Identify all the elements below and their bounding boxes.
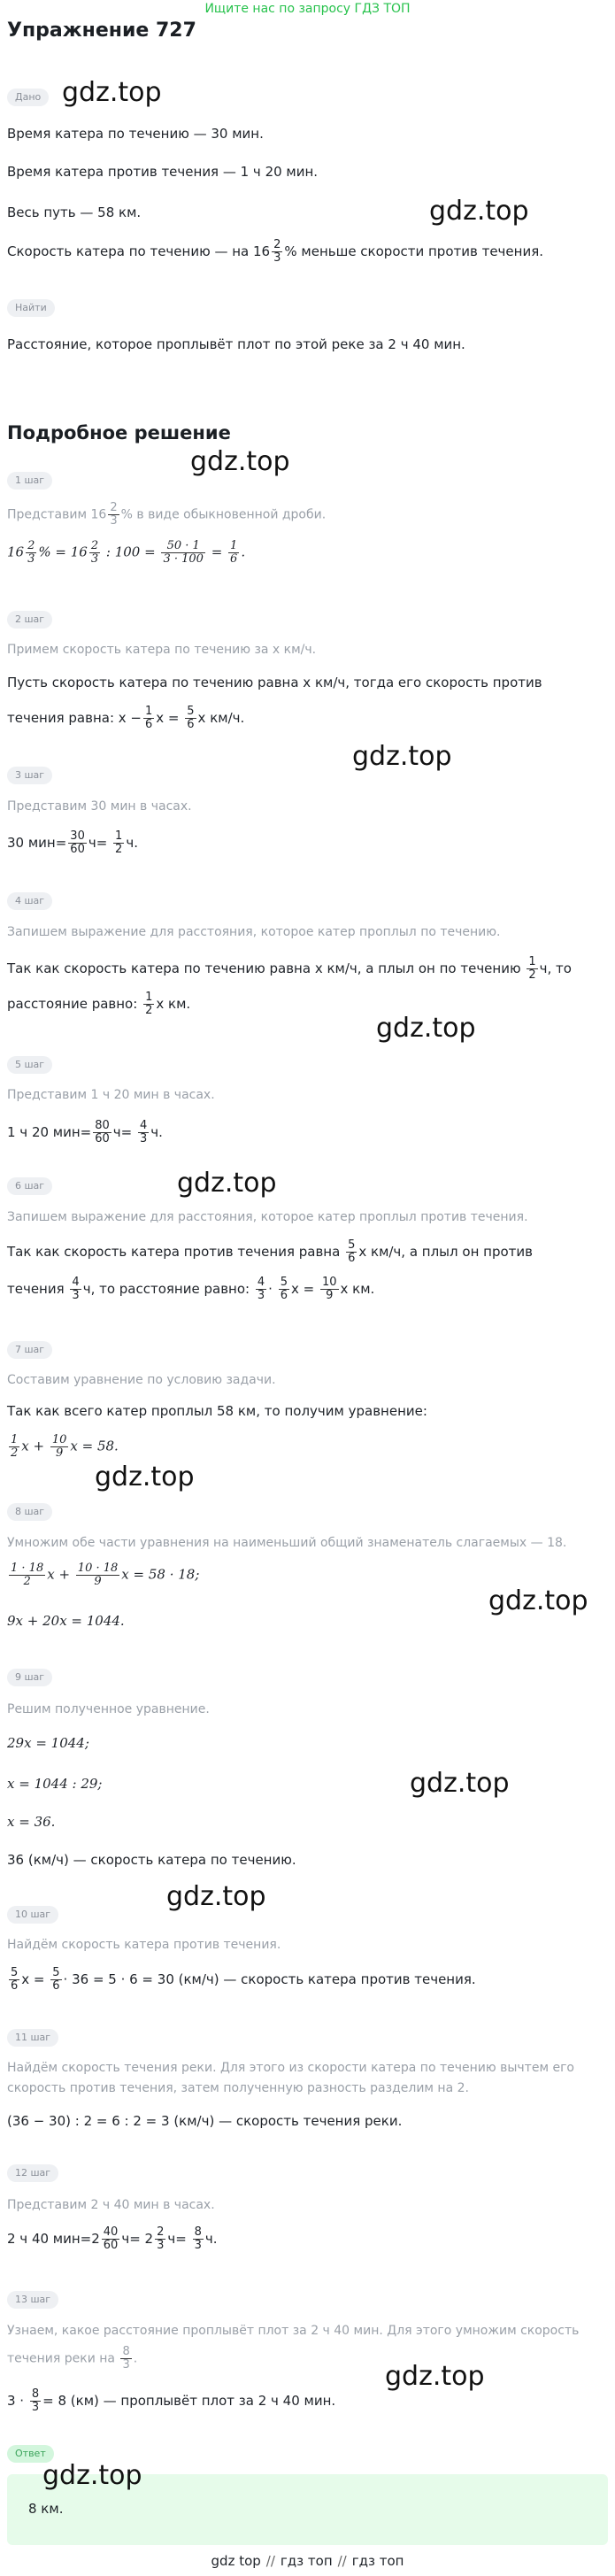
find-text: Расстояние, которое проплывёт плот по этой реке за 2 ч 40 мин. (7, 336, 465, 352)
step-tag: 5 шаг (7, 1056, 52, 1074)
step-tag: 6 шаг (7, 1177, 52, 1195)
step-formula: 3 · $\frac{8}{3}$ = 8 (км) — проплывёт плот за 2 ч 40 мин. (7, 2387, 336, 2414)
step-note: скорость против течения, затем полученную разность разделим на 2. (7, 2081, 469, 2095)
promo-banner[interactable]: Ищите нас по запросу ГДЗ ТОП (204, 2, 411, 16)
step-formula: $\frac{1 \cdot 18}{2}$ x + $\frac{10 \cdot 18}{9}$ x = 58 · 18; (11, 1562, 200, 1588)
step-text: (36 − 30) : 2 = 6 : 2 = 3 (км/ч) — скорость течения реки. (7, 2113, 403, 2129)
step-tag: 12 шаг (7, 2164, 58, 2182)
watermark: gdz.top (488, 1585, 588, 1616)
step-tag: 10 шаг (7, 1906, 58, 1924)
watermark: gdz.top (42, 2460, 142, 2491)
given-line: Время катера против течения — 1 ч 20 мин. (7, 164, 319, 180)
given-line: Весь путь — 58 км. (7, 204, 142, 220)
answer-tag: Ответ (7, 2445, 54, 2463)
step-note: Представим 2 ч 40 мин в часах. (7, 2198, 215, 2212)
step-tag: 4 шаг (7, 892, 52, 910)
step-note: Найдём скорость катера против течения. (7, 1938, 281, 1952)
watermark: gdz.top (376, 1013, 476, 1044)
step-note: Решим полученное уравнение. (7, 1702, 210, 1716)
step-tag: 7 шаг (7, 1341, 52, 1359)
step-tag: 8 шаг (7, 1503, 52, 1521)
step-formula: $\frac{5}{6}$ x = $\frac{5}{6}$ · 36 = 5 · 6 = 30 (км/ч) — скорость катера против течения. (11, 1966, 476, 1993)
step-tag: 13 шаг (7, 2291, 58, 2309)
step-note: Примем скорость катера по течению за x км/ч. (7, 643, 317, 657)
step-formula: x = 1044 : 29; (7, 1776, 103, 1792)
step-formula: 30 мин= $\frac{30}{60}$ ч= $\frac{1}{2}$ ч. (7, 829, 138, 856)
step-tag: 9 шаг (7, 1669, 52, 1686)
step-note: течения реки на $\frac{8}{3}$ . (7, 2345, 138, 2372)
step-text: Пусть скорость катера по течению равна x км/ч, тогда его скорость против (7, 675, 542, 690)
watermark: gdz.top (385, 2361, 485, 2392)
step-formula: 9x + 20x = 1044. (7, 1613, 125, 1629)
watermark: gdz.top (190, 446, 290, 477)
find-tag: Найти (7, 299, 55, 317)
given-text: Скорость катера по течению — на 16 (7, 243, 271, 259)
step-note: Найдём скорость течения реки. Для этого из скорости катера по течению вычтем его (7, 2061, 574, 2075)
step-note: Представим 30 мин в часах. (7, 799, 192, 814)
answer-text: 8 км. (28, 2501, 64, 2517)
step-text: 36 (км/ч) — скорость катера по течению. (7, 1852, 296, 1868)
step-note: Запишем выражение для расстояния, которое катер проплыл по течению. (7, 925, 501, 939)
step-text: Так как всего катер проплыл 58 км, то получим уравнение: (7, 1403, 427, 1419)
step-formula: x = 36. (7, 1814, 56, 1830)
watermark: gdz.top (177, 1168, 277, 1199)
step-note: Представим 1 ч 20 мин в часах. (7, 1088, 215, 1102)
step-formula: $\frac{1}{2}$ x + $\frac{10}{9}$ x = 58. (11, 1433, 119, 1460)
step-note: Запишем выражение для расстояния, которое катер проплыл против течения. (7, 1210, 528, 1224)
step-formula: 16 $\frac{2}{3}$ % = 16 $\frac{2}{3}$ : 100 = $\frac{50 \cdot 1}{3 \cdot 100}$ = $\frac{1}{6}$ . (7, 539, 246, 566)
step-tag: 1 шаг (7, 472, 52, 490)
step-note: Составим уравнение по условию задачи. (7, 1373, 276, 1387)
watermark: gdz.top (62, 77, 162, 108)
footer-link[interactable]: gdz top (211, 2553, 261, 2569)
footer-link[interactable]: гдз топ (280, 2553, 333, 2569)
step-tag: 11 шаг (7, 2029, 58, 2047)
step-note: Умножим обе части уравнения на наименьший общий знаменатель слагаемых — 18. (7, 1536, 567, 1550)
solution-title: Подробное решение (7, 422, 231, 443)
step-formula: 1 ч 20 мин= $\frac{80}{60}$ ч= $\frac{4}{3}$ ч. (7, 1119, 163, 1145)
step-formula: 29x = 1044; (7, 1735, 89, 1751)
footer-links: gdz top // гдз топ // гдз топ (211, 2553, 404, 2569)
given-text: % меньше скорости против течения. (284, 243, 543, 259)
step-formula: 2 ч 40 мин=2 $\frac{40}{60}$ ч= 2 $\frac{2}{3}$ ч= $\frac{8}{3}$ ч. (7, 2225, 218, 2252)
given-line: Время катера по течению — 30 мин. (7, 126, 264, 142)
step-text: Так как скорость катера по течению равна x км/ч, а плыл он по течению $\frac{1}{2}$ ч, то (7, 955, 572, 982)
watermark: gdz.top (429, 196, 529, 227)
step-text: течения равна: x − $\frac{1}{6}$ x = $\frac{5}{6}$ x км/ч. (7, 705, 245, 731)
watermark: gdz.top (166, 1881, 266, 1912)
step-tag: 3 шаг (7, 767, 52, 784)
footer-link[interactable]: гдз топ (351, 2553, 404, 2569)
step-text: течения $\frac{4}{3}$ ч, то расстояние равно: $\frac{4}{3}$ · $\frac{5}{6}$ x = $\frac{10}{9}$ x км. (7, 1276, 375, 1302)
watermark: gdz.top (410, 1768, 510, 1799)
page-title: Упражнение 727 (7, 19, 196, 42)
given-line: Скорость катера по течению — на 16 $\frac{2}{3}$ % меньше скорости против течения. (7, 238, 543, 265)
step-note: Представим 16 $\frac{2}{3}$ % в виде обыкновенной дроби. (7, 501, 327, 528)
step-note: Узнаем, какое расстояние проплывёт плот за 2 ч 40 мин. Для этого умножим скорость (7, 2324, 580, 2338)
step-tag: 2 шаг (7, 611, 52, 629)
watermark: gdz.top (352, 741, 452, 772)
watermark: gdz.top (95, 1462, 195, 1492)
given-tag: Дано (7, 89, 49, 106)
step-text: Так как скорость катера против течения равна $\frac{5}{6}$ x км/ч, а плыл он против (7, 1238, 533, 1265)
step-text: расстояние равно: $\frac{1}{2}$ x км. (7, 991, 191, 1017)
